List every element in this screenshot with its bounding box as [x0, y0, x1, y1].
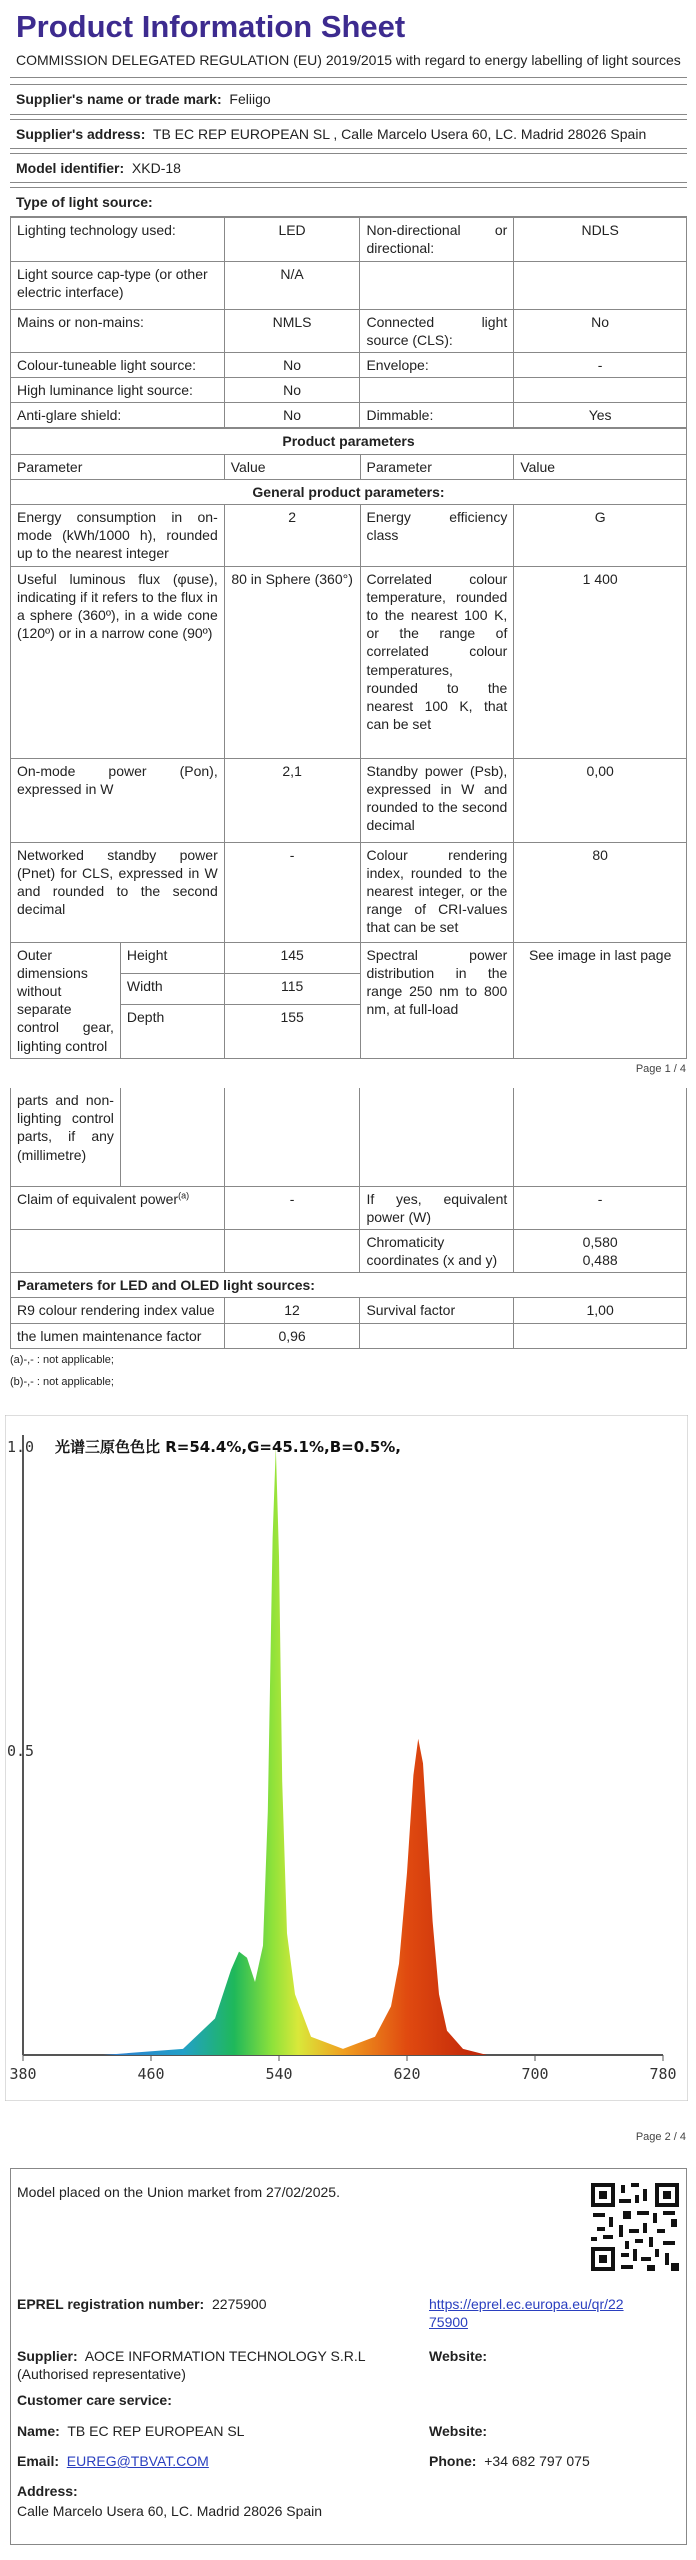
param-label: Standby power (Psb), expressed in W and rounded to the second decimal — [360, 758, 514, 842]
table-row — [11, 309, 687, 352]
outer-dimensions-label: Outer dimensions without separate control gear, lighting control — [11, 942, 121, 1058]
eprel-link[interactable]: https://eprel.ec.europa.eu/qr/2275900 — [429, 2296, 624, 2331]
type-label: Connected light source (CLS): — [360, 309, 514, 352]
x-tick-label: 700 — [521, 2065, 549, 2083]
page-number: Page 2 / 4 — [635, 2131, 686, 2143]
dim-value: 115 — [224, 973, 360, 1004]
survival-label: Survival factor — [360, 1298, 514, 1323]
name-row — [17, 2422, 244, 2440]
col-header: Parameter — [360, 454, 514, 479]
table-row — [11, 1323, 687, 1348]
supplier-name-value: Feliigo — [229, 91, 271, 108]
lumen-value: 0,96 — [224, 1323, 360, 1348]
outer-dimensions-label-cont: parts and non-lighting control parts, if any (millimetre) — [11, 1088, 121, 1186]
survival-value: 1,00 — [514, 1298, 687, 1323]
param-value: 80 — [514, 842, 687, 942]
eprel-row — [17, 2295, 267, 2313]
type-value: NDLS — [514, 218, 687, 261]
page-1-continued — [10, 1088, 687, 1389]
type-value: N/A — [224, 261, 360, 309]
type-label: Envelope: — [360, 352, 514, 377]
table-row — [11, 942, 687, 973]
table-row — [11, 261, 687, 309]
params-table — [10, 428, 687, 1058]
table-row — [11, 1298, 687, 1323]
y-tick-label: 0.5 — [7, 1742, 35, 1760]
claim-value: - — [224, 1186, 360, 1229]
param-label: Energy consumption in on-mode (kWh/1000 h), rounded up to the nearest integer — [11, 505, 225, 567]
type-value: - — [514, 352, 687, 377]
table-row — [11, 352, 687, 377]
supplier-address-row — [10, 119, 687, 149]
params-table-continued — [10, 1088, 687, 1349]
regulation-text: COMMISSION DELEGATED REGULATION (EU) 2019/2015 with regard to energy labelling of light sources — [10, 51, 687, 78]
type-value: LED — [224, 218, 360, 261]
supplier-address-value: TB EC REP EUROPEAN SL , Calle Marcelo Usera 60, LC. Madrid 28026 Spain — [152, 125, 647, 142]
x-tick-label: 780 — [649, 2065, 677, 2083]
table-row — [11, 429, 687, 454]
type-label: Colour-tuneable light source: — [11, 352, 225, 377]
type-value: NMLS — [224, 309, 360, 352]
if-yes-value: - — [514, 1186, 687, 1229]
param-label: Useful luminous flux (φuse), indicating if it refers to the flux in a sphere (360º), in a wide cone (120º) or in a narrow cone (90º) — [11, 566, 225, 758]
model-value: XKD-18 — [131, 159, 181, 176]
type-label: High luminance light source: — [11, 378, 225, 403]
if-yes-label: If yes, equivalent power (W) — [360, 1186, 514, 1229]
dim-name: Height — [120, 942, 224, 973]
type-label — [360, 261, 514, 309]
name-label: Name: — [17, 2423, 60, 2439]
footnote-b: (b)-,- : not applicable; — [10, 1376, 114, 1389]
param-value: - — [224, 842, 360, 942]
phone-value: +34 682 797 075 — [484, 2453, 590, 2469]
table-row — [11, 758, 687, 842]
type-title: Type of light source: — [10, 187, 687, 217]
col-header: Value — [514, 454, 687, 479]
type-label: Light source cap-type (or other electric interface) — [11, 261, 225, 309]
address-label: Address: — [17, 2483, 78, 2499]
param-value: 1 400 — [514, 566, 687, 758]
y-tick-label: 1.0 — [7, 1438, 35, 1456]
dim-name: Depth — [120, 1004, 224, 1058]
param-value: 0,00 — [514, 758, 687, 842]
footnote-a: (a)-,- : not applicable; — [10, 1353, 114, 1366]
table-row — [11, 505, 687, 567]
page-number: Page 1 / 4 — [635, 1063, 686, 1075]
x-tick-label: 460 — [137, 2065, 165, 2083]
supplier-name-row — [10, 84, 687, 114]
table-row — [11, 1186, 687, 1229]
spectrum-chart — [5, 1415, 688, 2101]
params-title: Product parameters — [11, 429, 687, 454]
eprel-value: 2275900 — [212, 2296, 267, 2312]
dim-value: 155 — [224, 1004, 360, 1058]
phone-row — [429, 2452, 590, 2470]
supplier-value: AOCE INFORMATION TECHNOLOGY S.R.L (Authorised representative) — [17, 2348, 365, 2383]
param-label: Correlated colour temperature, rounded to the nearest 100 K, or the range of correlated colour temperatures, rounded to the nearest 100 K, that can be set — [360, 566, 514, 758]
type-label: Anti-glare shield: — [11, 403, 225, 428]
table-row — [11, 378, 687, 403]
supplier-name-label: Supplier's name or trade mark: — [16, 91, 222, 108]
type-label: Lighting technology used: — [11, 218, 225, 261]
led-title: Parameters for LED and OLED light sources: — [11, 1273, 687, 1298]
email-label: Email: — [17, 2453, 60, 2469]
type-value — [514, 261, 687, 309]
model-label: Model identifier: — [16, 159, 125, 176]
param-value: 80 in Sphere (360°) — [224, 566, 360, 758]
param-value: G — [514, 505, 687, 567]
dim-name: Width — [120, 973, 224, 1004]
chart-frame — [5, 1415, 688, 2101]
chroma-label: Chromaticity coordinates (x and y) — [360, 1229, 514, 1272]
supplier-label: Supplier: — [17, 2348, 78, 2364]
type-table — [10, 217, 687, 428]
x-tick-label: 380 — [9, 2065, 37, 2083]
col-header: Value — [224, 454, 360, 479]
dim-value: 145 — [224, 942, 360, 973]
lumen-label: the lumen maintenance factor — [11, 1323, 225, 1348]
r9-label: R9 colour rendering index value — [11, 1298, 225, 1323]
table-row — [11, 842, 687, 942]
table-row — [11, 454, 687, 479]
table-row — [11, 403, 687, 428]
type-label: Mains or non-mains: — [11, 309, 225, 352]
type-value: No — [224, 403, 360, 428]
param-value: 2 — [224, 505, 360, 567]
table-row — [11, 479, 687, 504]
email-row — [17, 2452, 209, 2470]
table-row — [11, 218, 687, 261]
spectral-value: See image in last page — [514, 942, 687, 1058]
type-value: No — [514, 309, 687, 352]
supplier-address-label: Supplier's address: — [16, 125, 146, 142]
type-label: Dimmable: — [360, 403, 514, 428]
type-label: Non-directional or directional: — [360, 218, 514, 261]
website2-label: Website: — [429, 2423, 488, 2439]
type-value: Yes — [514, 403, 687, 428]
spectrum-chart-svg — [5, 1415, 688, 2101]
type-value — [514, 378, 687, 403]
param-label: On-mode power (Pon), expressed in W — [11, 758, 225, 842]
x-tick-label: 540 — [265, 2065, 293, 2083]
chroma-value: 0,580 0,488 — [514, 1229, 687, 1272]
param-label: Networked standby power (Pnet) for CLS, expressed in W and rounded to the second decimal — [11, 842, 225, 942]
table-row — [11, 1273, 687, 1298]
type-label — [360, 378, 514, 403]
param-value: 2,1 — [224, 758, 360, 842]
col-header: Parameter — [11, 454, 225, 479]
table-row — [11, 1229, 687, 1272]
market-text: Model placed on the Union market from 27/02/2025. — [17, 2184, 340, 2200]
supplier-row — [17, 2347, 417, 2383]
eprel-label: EPREL registration number: — [17, 2296, 205, 2312]
spectral-label: Spectral power distribution in the range 250 nm to 800 nm, at full-load — [360, 942, 514, 1058]
model-row — [10, 153, 687, 183]
customer-care-title: Customer care service: — [17, 2392, 172, 2408]
r9-value: 12 — [224, 1298, 360, 1323]
param-label: Colour rendering index, rounded to the nearest integer, or the range of CRI-values that can be set — [360, 842, 514, 942]
page-title: Product Information Sheet — [16, 9, 406, 44]
general-title: General product parameters: — [11, 479, 687, 504]
email-link[interactable]: EUREG@TBVAT.COM — [66, 2453, 209, 2469]
type-value: No — [224, 378, 360, 403]
param-label: Energy efficiency class — [360, 505, 514, 567]
page-1 — [10, 8, 687, 1059]
table-row — [11, 1088, 687, 1186]
name-value: TB EC REP EUROPEAN SL — [67, 2423, 245, 2439]
website-label: Website: — [429, 2348, 488, 2364]
x-tick-label: 620 — [393, 2065, 421, 2083]
phone-label: Phone: — [429, 2453, 477, 2469]
address-value: Calle Marcelo Usera 60, LC. Madrid 28026 Spain — [17, 2503, 323, 2519]
chart-title: 光谱三原色色比 R=54.4%,G=45.1%,B=0.5%, — [55, 1438, 401, 1456]
qr-code-icon — [591, 2183, 679, 2271]
table-row — [11, 566, 687, 758]
info-card — [10, 2168, 687, 2545]
claim-label: Claim of equivalent power$^{(a)}$ — [11, 1186, 225, 1229]
type-value: No — [224, 352, 360, 377]
